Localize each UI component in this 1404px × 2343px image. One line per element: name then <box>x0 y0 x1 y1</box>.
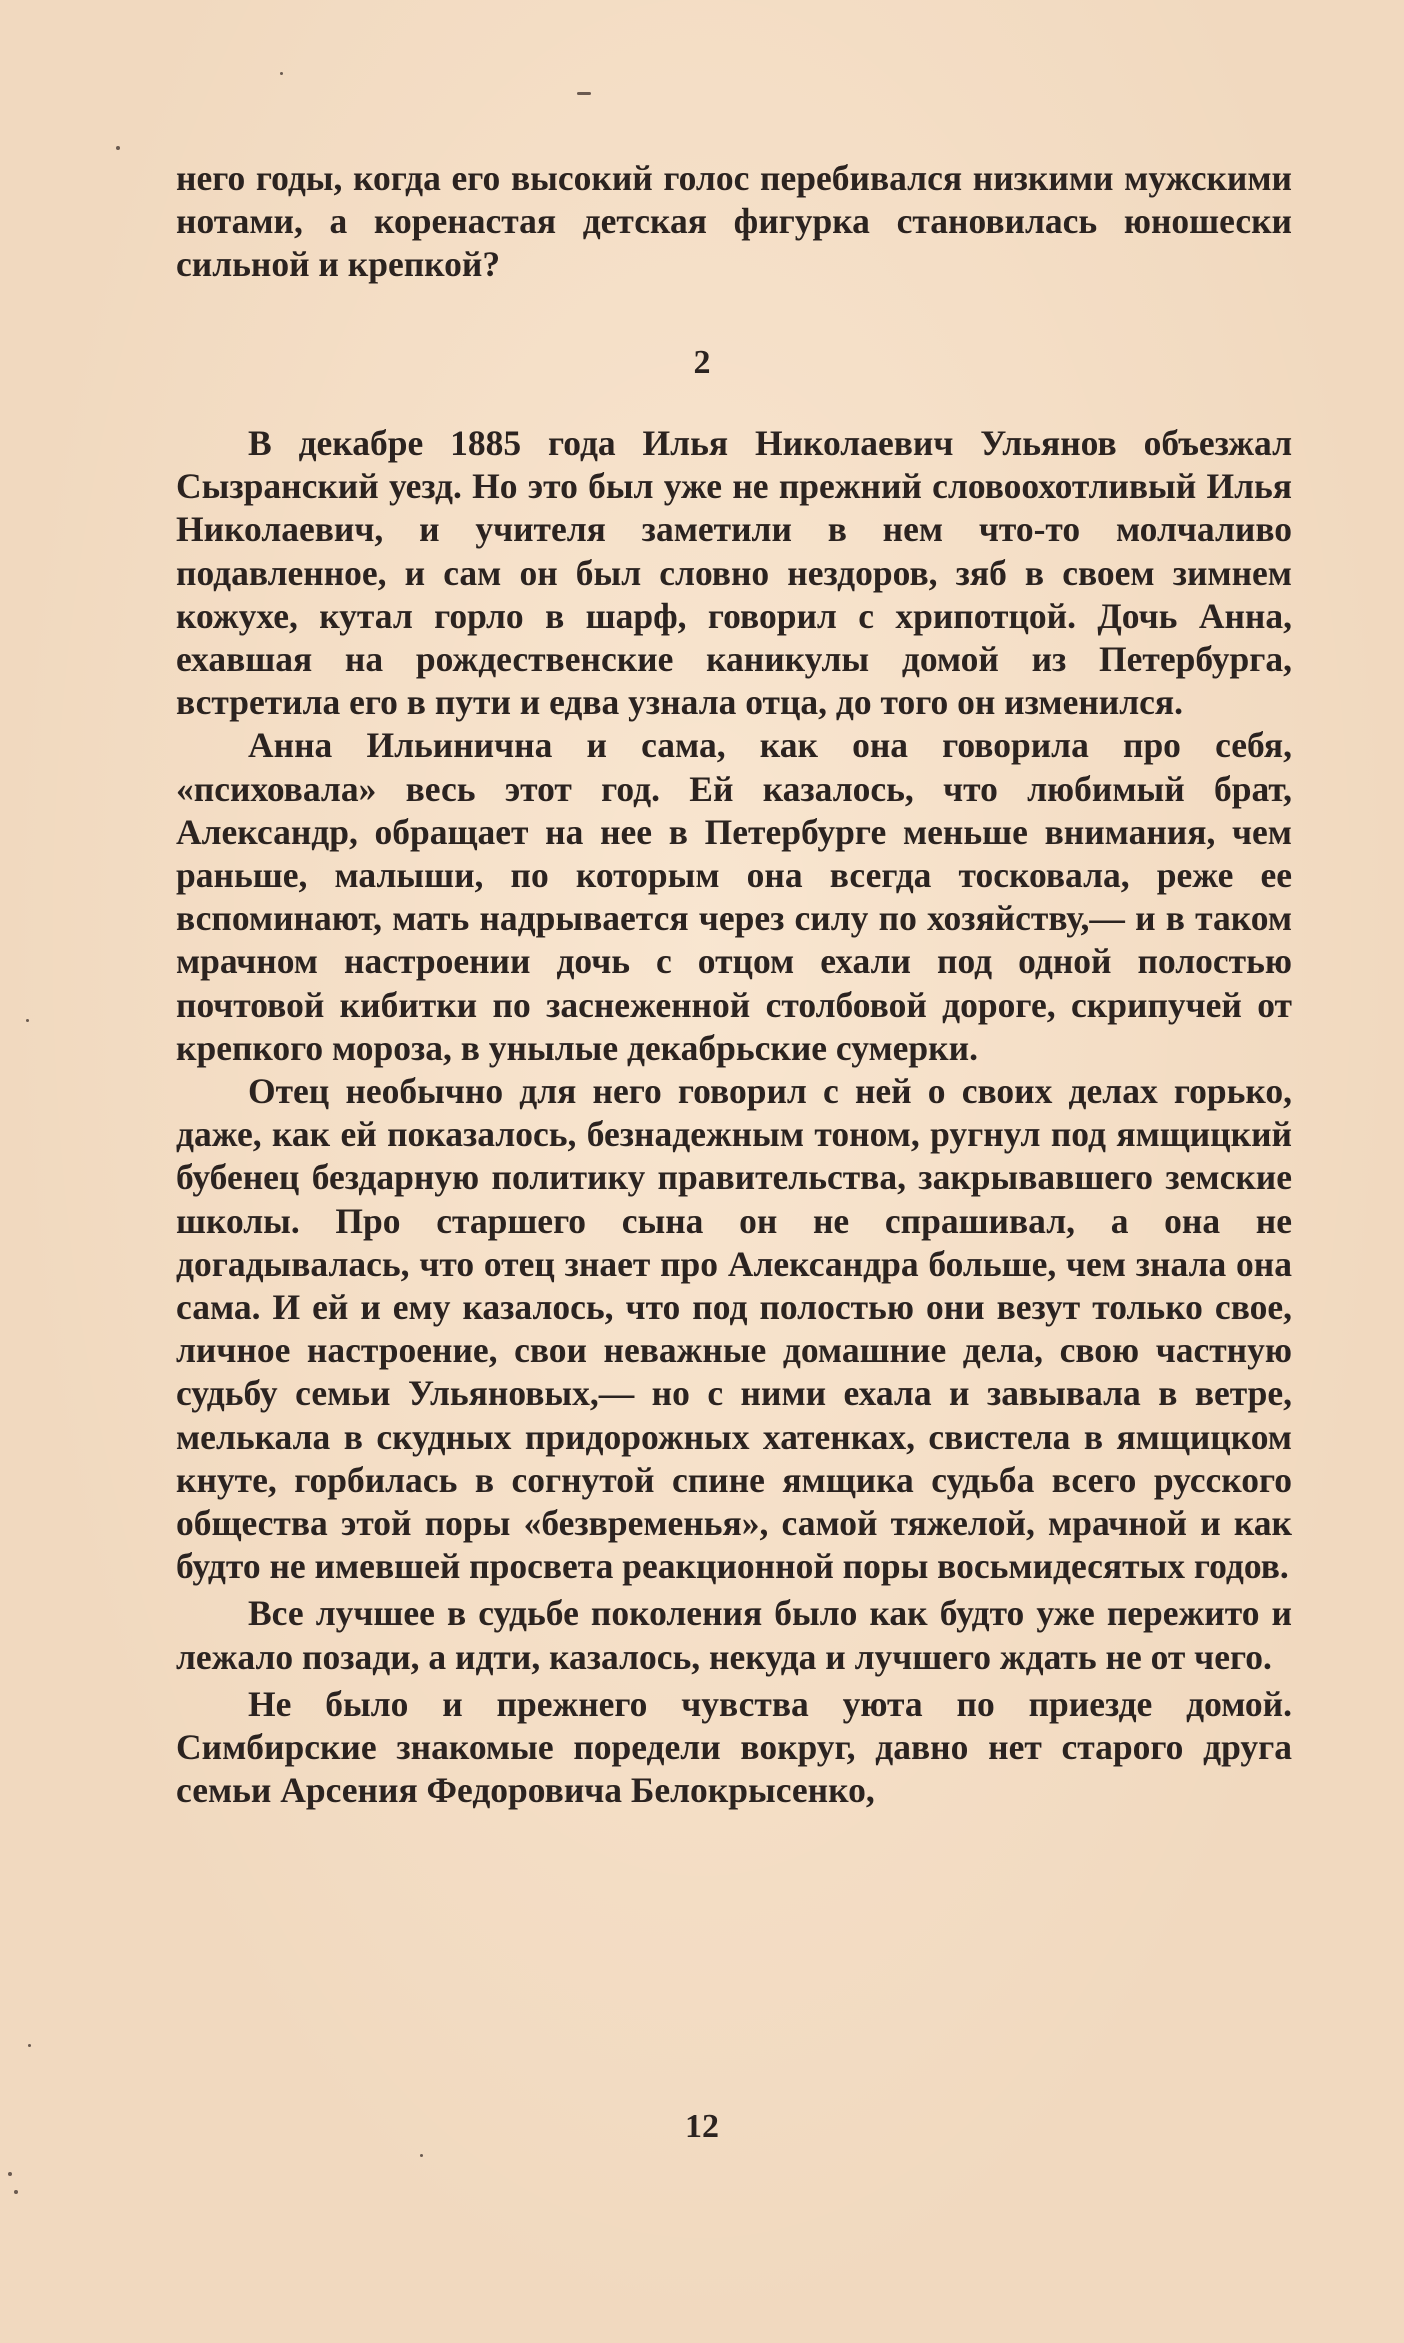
section-body <box>176 422 1292 1813</box>
paper-speck <box>420 2154 423 2157</box>
paragraph-text: него годы, когда его высокий голос перебивался низкими мужскими нотами, а коренастая детская фигурка становилась юношески сильной и крепкой? <box>176 158 1292 285</box>
continued-paragraph <box>176 157 1292 287</box>
paper-speck <box>116 146 120 150</box>
paragraph: Не было и прежнего чувства уюта по приезде домой. Симбирские знакомые поредели вокруг, давно нет старого друга семьи Арсения Федоровича Белокрысенко, <box>176 1683 1292 1811</box>
paper-speck <box>28 2044 31 2047</box>
paper-speck <box>14 2190 18 2194</box>
paper-speck <box>8 2172 12 2176</box>
paragraph: Отец необычно для него говорил с ней о своих делах горько, даже, как ей показалось, безнадежным тоном, ругнул под ямщицкий бубенец бездарную политику правительства, закрывавшего земские школы. Про старшего сына он не спрашивал, а она не догадывалась, что отец знает про Александра больше, чем знала она сама. И ей и ему казалось, что под полостью они везут только свое, личное настроение, свои неважные домашние дела, свою частную судьбу семьи Ульяновых,— но с ними ехала и завывала в ветре, мелькала в скудных придорожных хатенках, свистела в ямщицком кнуте, горбилась в согнутой спине ямщика судьба всего русского общества этой поры «безвременья», самой тяжелой, мрачной и как будто не имевшей просвета реакционной поры восьмидесятых годов. <box>176 1071 1292 1587</box>
section-number: 2 <box>693 344 711 381</box>
paper-speck <box>577 92 591 95</box>
paragraph: Все лучшее в судьбе поколения было как будто уже пережито и лежало позади, а идти, казалось, некуда и лучшего ждать не от чего. <box>176 1593 1292 1677</box>
paragraph: Анна Ильинична и сама, как она говорила про себя, «психовала» весь этот год. Ей казалось, что любимый брат, Александр, обращает на нее в Петербурге меньше внимания, чем раньше, малыши, по которым она всегда тосковала, реже ее вспоминают, мать надрывается через силу по хозяйству,— и в таком мрачном настроении дочь с отцом ехали под одной полостью почтовой кибитки по заснеженной столбовой дороге, скрипучей от крепкого мороза, в унылые декабрьские сумерки. <box>176 725 1292 1068</box>
paper-speck <box>26 1019 29 1022</box>
paragraph: В декабре 1885 года Илья Николаевич Ульянов объезжал Сызранский уезд. Но это был уже не прежний словоохотливый Илья Николаевич, и учителя заметили в нем что-то молчаливо подавленное, и сам он был словно нездоров, зяб в своем зимнем кожухе, кутал горло в шарф, говорил с хрипотцой. Дочь Анна, ехавшая на рождественские каникулы домой из Петербурга, встретила его в пути и едва узнала отца, до того он изменился. <box>176 423 1292 723</box>
page-number: 12 <box>685 2108 719 2145</box>
paper-speck <box>280 72 283 75</box>
